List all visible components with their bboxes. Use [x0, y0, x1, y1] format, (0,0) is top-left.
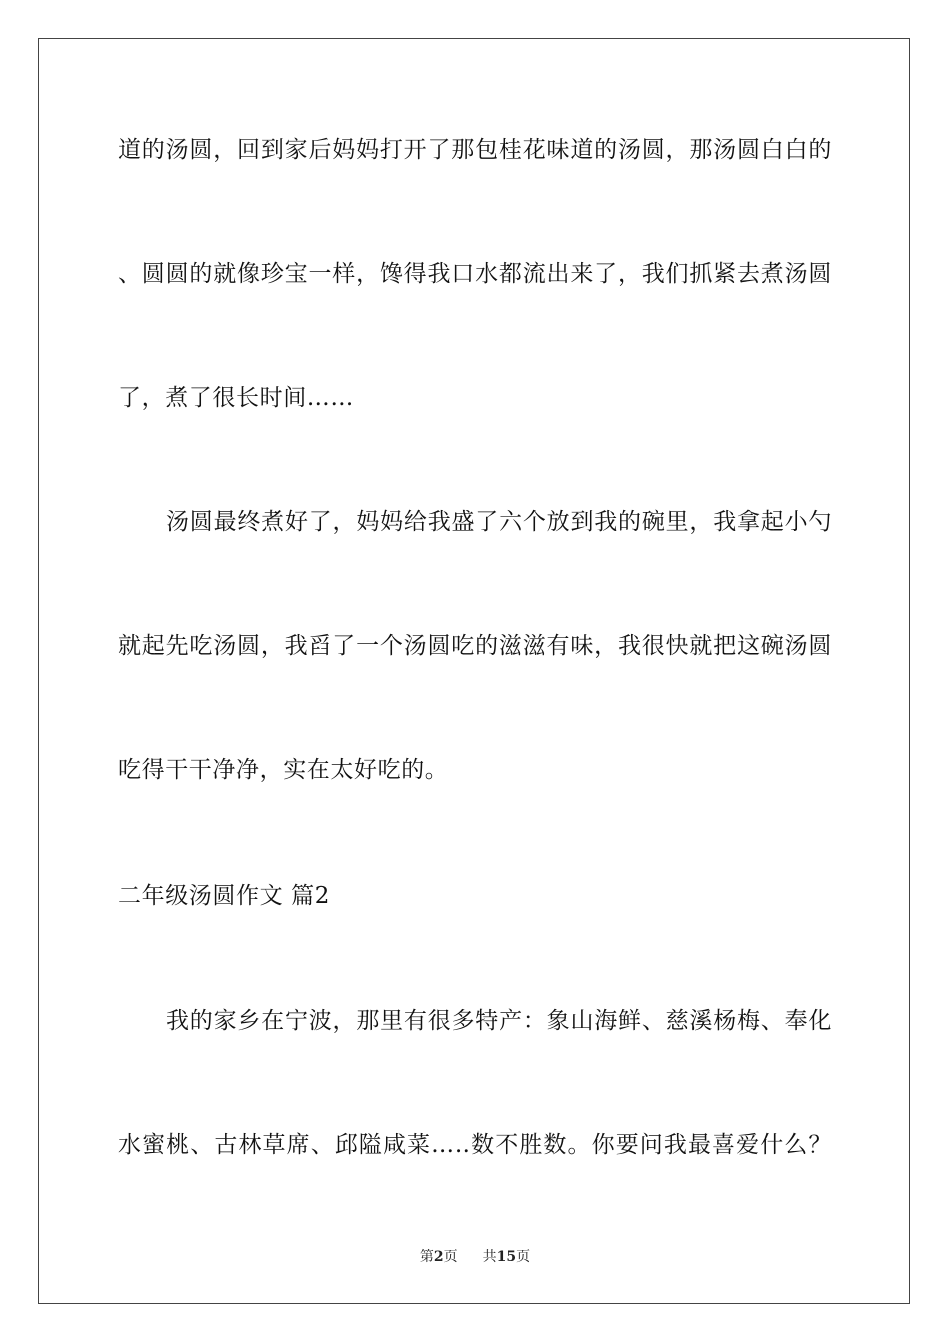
footer-page-number: 2 — [433, 1249, 444, 1265]
paragraph-3-line-2: 水蜜桃、古林草席、邱隘咸菜…‥数不胜数。你要问我最喜爱什么？ — [118, 1132, 832, 1158]
paragraph-2-line-3: 吃得干干净净，实在太好吃的。 — [118, 757, 449, 783]
page-footer — [0, 1248, 950, 1266]
paragraph-2-line-1: 汤圆最终煮好了，妈妈给我盛了六个放到我的碗里，我拿起小勺 — [166, 509, 832, 535]
footer-total-number: 15 — [496, 1249, 517, 1265]
footer-total-prefix: 共 — [482, 1249, 497, 1265]
footer-page-prefix: 第 — [419, 1249, 434, 1265]
page-border — [38, 38, 910, 1304]
paragraph-1-line-1: 道的汤圆，回到家后妈妈打开了那包桂花味道的汤圆，那汤圆白白的 — [118, 137, 832, 163]
paragraph-2-line-2: 就起先吃汤圆，我舀了一个汤圆吃的滋滋有味，我很快就把这碗汤圆 — [118, 633, 832, 659]
paragraph-1-line-2: 、圆圆的就像珍宝一样，馋得我口水都流出来了，我们抓紧去煮汤圆 — [118, 261, 832, 287]
paragraph-1-line-3: 了，煮了很长时间…… — [118, 385, 354, 411]
paragraph-3-line-1: 我的家乡在宁波，那里有很多特产：象山海鲜、慈溪杨梅、奉化 — [166, 1008, 832, 1034]
footer-page-suffix: 页 — [443, 1249, 458, 1265]
footer-total-suffix: 页 — [516, 1249, 531, 1265]
section-heading: 二年级汤圆作文 篇2 — [118, 883, 330, 909]
